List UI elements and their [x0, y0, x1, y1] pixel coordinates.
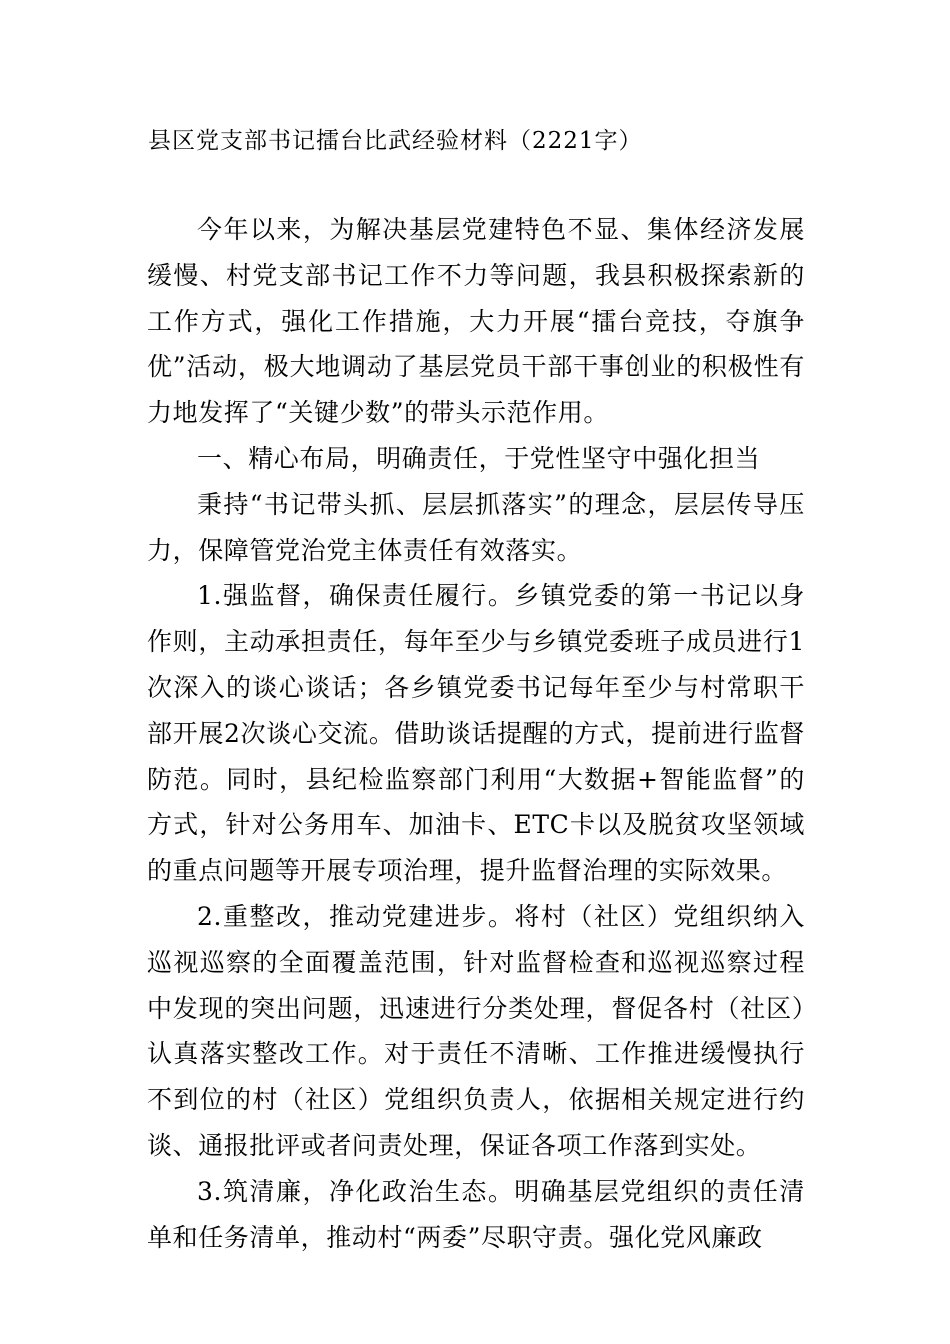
- document-title: 县区党支部书记擂台比武经验材料（2221字）: [148, 128, 643, 154]
- intro-paragraph: 今年以来，为解决基层党建特色不显、集体经济发展缓慢、村党支部书记工作不力等问题，我县积极探索新的工作方式，强化工作措施，大力开展“擂台竞技，夺旗争优”活动，极大地调动了基层党员干部干事创业的积极性有力地发挥了“关键少数”的带头示范作用。: [147, 215, 805, 428]
- item-2-paragraph: 2.重整改，推动党建进步。将村（社区）党组织纳入巡视巡察的全面覆盖范围，针对监督检查和巡视巡察过程中发现的突出问题，迅速进行分类处理，督促各村（社区）认真落实整改工作。对于责任不清晰、工作推进缓慢执行不到位的村（社区）党组织负责人，依据相关规定进行约谈、通报批评或者问责处理，保证各项工作落到实处。: [147, 901, 805, 1160]
- item-1-paragraph: 1.强监督，确保责任履行。乡镇党委的第一书记以身作则，主动承担责任，每年至少与乡镇党委班子成员进行1次深入的谈心谈话；各乡镇党委书记每年至少与村常职干部开展2次谈心交流。借助谈话提醒的方式，提前进行监督防范。同时，县纪检监察部门利用“大数据+智能监督”的方式，针对公务用车、加油卡、ETC卡以及脱贫攻坚领域的重点问题等开展专项治理，提升监督治理的实际效果。: [147, 581, 805, 886]
- section-intro-paragraph: 秉持“书记带头抓、层层抓落实”的理念，层层传导压力，保障管党治党主体责任有效落实。: [147, 489, 805, 565]
- item-3-paragraph: 3.筑清廉，净化政治生态。明确基层党组织的责任清单和任务清单，推动村“两委”尽职守责。强化党风廉政: [147, 1176, 805, 1252]
- document-body: [147, 207, 805, 1260]
- section-heading: 一、精心布局，明确责任，于党性坚守中强化担当: [197, 443, 761, 473]
